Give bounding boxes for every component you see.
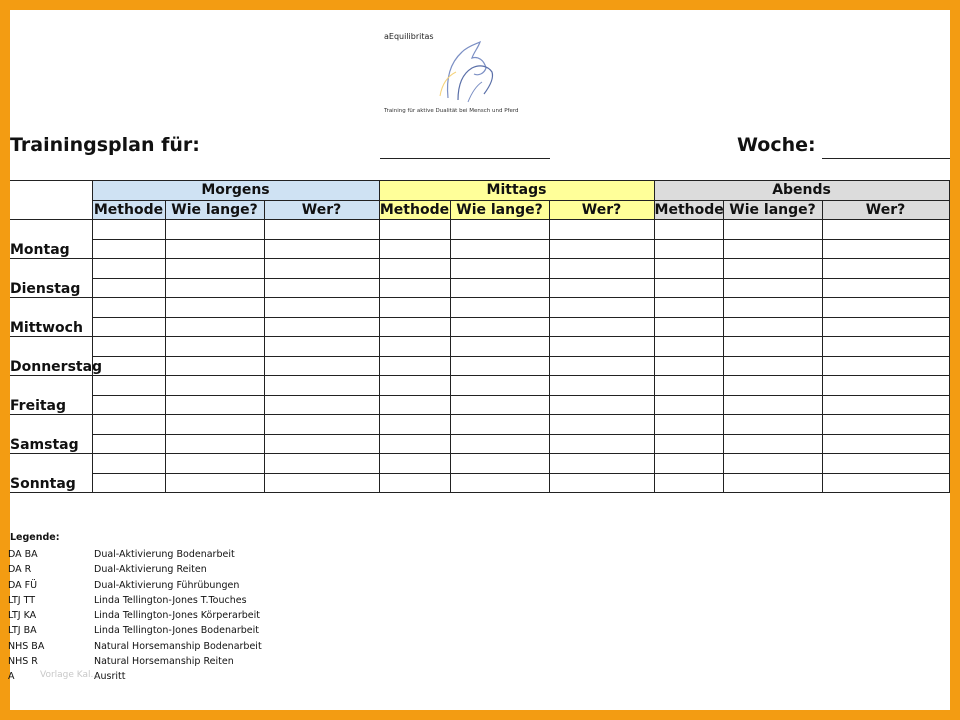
plan-cell[interactable] (723, 356, 822, 376)
day-label-spacer (10, 415, 92, 435)
plan-cell[interactable] (822, 395, 949, 415)
plan-cell[interactable] (379, 220, 450, 240)
plan-cell[interactable] (723, 239, 822, 259)
table-row (10, 220, 949, 240)
day-label-spacer (10, 259, 92, 279)
plan-cell[interactable] (92, 298, 165, 318)
plan-cell[interactable] (822, 317, 949, 337)
page-title: Trainingsplan für: (10, 134, 200, 156)
plan-cell[interactable] (549, 415, 654, 435)
plan-cell[interactable] (379, 454, 450, 474)
plan-cell[interactable] (92, 239, 165, 259)
document-page (10, 10, 950, 710)
table-row (10, 415, 949, 435)
plan-cell[interactable] (549, 454, 654, 474)
plan-cell[interactable] (379, 317, 450, 337)
legend-code: A (8, 671, 15, 683)
plan-cell[interactable] (379, 434, 450, 454)
subheader-wer: Wer? (264, 200, 379, 220)
legend-item (8, 640, 262, 656)
plan-cell[interactable] (165, 259, 264, 279)
plan-cell[interactable] (450, 395, 549, 415)
plan-cell[interactable] (549, 376, 654, 396)
day-label-spacer (10, 337, 92, 357)
corner-cell (10, 181, 92, 201)
plan-cell[interactable] (92, 434, 165, 454)
plan-cell[interactable] (549, 337, 654, 357)
plan-cell[interactable] (654, 278, 723, 298)
plan-cell[interactable] (654, 415, 723, 435)
day-label-spacer (10, 298, 92, 318)
plan-cell[interactable] (654, 434, 723, 454)
plan-cell[interactable] (822, 356, 949, 376)
plan-cell[interactable] (654, 317, 723, 337)
legend-code: LTJ TT (8, 594, 36, 606)
plan-cell[interactable] (723, 298, 822, 318)
watermark: Vorlage Kal... (40, 670, 100, 680)
legend-description: Dual-Aktivierung Reiten (94, 564, 207, 576)
plan-cell[interactable] (723, 434, 822, 454)
table-row (10, 259, 949, 279)
table-row (10, 356, 949, 376)
table-row (10, 337, 949, 357)
plan-cell[interactable] (165, 298, 264, 318)
week-blank-line (822, 158, 950, 159)
plan-cell[interactable] (92, 259, 165, 279)
day-label: Mittwoch (10, 317, 92, 337)
week-label: Woche: (737, 134, 816, 156)
plan-cell[interactable] (723, 220, 822, 240)
plan-cell[interactable] (92, 337, 165, 357)
legend-item (8, 564, 207, 579)
plan-cell[interactable] (654, 473, 723, 493)
plan-cell[interactable] (264, 376, 379, 396)
subheader-methode: Methode (93, 201, 164, 218)
legend-item (8, 549, 235, 564)
legend-code: DA BA (8, 549, 38, 560)
plan-cell[interactable] (264, 473, 379, 493)
plan-cell[interactable] (822, 220, 949, 240)
plan-cell[interactable] (822, 259, 949, 279)
day-label-spacer (10, 454, 92, 474)
subheader-wer: Wer? (822, 200, 949, 220)
subheader-methode: Methode (379, 201, 450, 218)
plan-cell[interactable] (264, 434, 379, 454)
plan-cell[interactable] (549, 298, 654, 318)
day-label: Dienstag (10, 278, 92, 298)
plan-cell[interactable] (654, 395, 723, 415)
day-label: Freitag (10, 395, 92, 415)
plan-cell[interactable] (379, 278, 450, 298)
plan-cell[interactable] (92, 473, 165, 493)
plan-cell[interactable] (450, 434, 549, 454)
plan-cell[interactable] (723, 454, 822, 474)
legend-code: LTJ BA (8, 625, 37, 637)
plan-cell[interactable] (450, 298, 549, 318)
plan-cell[interactable] (549, 395, 654, 415)
plan-cell[interactable] (379, 376, 450, 396)
plan-cell[interactable] (264, 239, 379, 259)
plan-cell[interactable] (450, 473, 549, 493)
plan-cell[interactable] (822, 337, 949, 357)
plan-cell[interactable] (165, 317, 264, 337)
legend-item (8, 610, 261, 625)
corner-cell (10, 200, 92, 220)
plan-cell[interactable] (379, 395, 450, 415)
plan-cell[interactable] (450, 220, 549, 240)
plan-cell[interactable] (264, 356, 379, 376)
day-label: Sonntag (10, 473, 92, 493)
plan-cell[interactable] (549, 278, 654, 298)
plan-cell[interactable] (264, 337, 379, 357)
plan-cell[interactable] (379, 337, 450, 357)
plan-cell[interactable] (822, 298, 949, 318)
plan-cell[interactable] (822, 454, 949, 474)
plan-cell[interactable] (723, 259, 822, 279)
plan-cell[interactable] (654, 356, 723, 376)
plan-cell[interactable] (450, 259, 549, 279)
plan-cell[interactable] (654, 298, 723, 318)
plan-cell[interactable] (654, 220, 723, 240)
legend-description: Natural Horsemanship Bodenarbeit (94, 640, 262, 652)
plan-cell[interactable] (264, 220, 379, 240)
plan-cell[interactable] (723, 337, 822, 357)
legend-description: Dual-Aktivierung Führübungen (94, 579, 240, 591)
plan-cell[interactable] (822, 473, 949, 493)
plan-cell[interactable] (92, 220, 165, 240)
table-row (10, 239, 949, 259)
table-row (10, 434, 949, 454)
training-plan-table (10, 180, 950, 493)
logo (382, 32, 557, 122)
day-label-spacer (10, 220, 92, 240)
plan-cell[interactable] (379, 298, 450, 318)
plan-cell[interactable] (450, 454, 549, 474)
plan-cell[interactable] (723, 278, 822, 298)
plan-cell[interactable] (822, 434, 949, 454)
subheader-wie-lange: Wie lange? (450, 200, 549, 220)
table-row (10, 317, 949, 337)
plan-cell[interactable] (723, 473, 822, 493)
legend-description: Linda Tellington-Jones Bodenarbeit (94, 625, 259, 637)
subheader-wer: Wer? (549, 200, 654, 220)
plan-cell[interactable] (654, 259, 723, 279)
plan-cell[interactable] (549, 317, 654, 337)
day-rows (10, 220, 949, 493)
plan-cell[interactable] (450, 278, 549, 298)
plan-cell[interactable] (165, 376, 264, 396)
plan-cell[interactable] (723, 317, 822, 337)
logo-tagline: Training für aktive Dualität bei Mensch und Pferd (384, 108, 519, 114)
table-row (10, 298, 949, 318)
table-row (10, 376, 949, 396)
plan-cell[interactable] (379, 473, 450, 493)
plan-cell[interactable] (822, 239, 949, 259)
plan-cell[interactable] (822, 415, 949, 435)
day-label: Donnerstag (10, 356, 92, 376)
plan-cell[interactable] (264, 395, 379, 415)
plan-cell[interactable] (92, 454, 165, 474)
plan-cell[interactable] (549, 239, 654, 259)
plan-cell[interactable] (379, 356, 450, 376)
name-blank-line (380, 158, 550, 159)
plan-cell[interactable] (165, 473, 264, 493)
group-header-abends: Abends (654, 181, 949, 201)
group-header-morgens: Morgens (92, 181, 379, 201)
plan-cell[interactable] (450, 337, 549, 357)
plan-cell[interactable] (654, 454, 723, 474)
legend-description: Linda Tellington-Jones T.Touches (94, 594, 247, 606)
plan-cell[interactable] (654, 239, 723, 259)
table-row (10, 473, 949, 493)
plan-cell[interactable] (723, 415, 822, 435)
day-label-spacer (10, 376, 92, 396)
plan-cell[interactable] (450, 239, 549, 259)
legend-code: NHS BA (8, 640, 45, 652)
plan-cell[interactable] (165, 434, 264, 454)
plan-cell[interactable] (723, 395, 822, 415)
day-label: Samstag (10, 434, 92, 454)
legend-item (8, 579, 240, 595)
plan-cell[interactable] (165, 278, 264, 298)
plan-cell[interactable] (549, 434, 654, 454)
legend-description: Ausritt (94, 671, 126, 683)
plan-cell[interactable] (379, 259, 450, 279)
plan-cell[interactable] (165, 415, 264, 435)
plan-cell[interactable] (92, 317, 165, 337)
plan-cell[interactable] (822, 278, 949, 298)
horse-logo-icon (428, 38, 508, 104)
subheader-methode: Methode (654, 201, 724, 218)
table-row (10, 395, 949, 415)
plan-cell[interactable] (92, 376, 165, 396)
plan-cell[interactable] (264, 259, 379, 279)
plan-cell[interactable] (92, 278, 165, 298)
plan-cell[interactable] (654, 376, 723, 396)
logo-brand: aEquilibritas (384, 32, 434, 41)
plan-cell[interactable] (822, 376, 949, 396)
plan-cell[interactable] (264, 278, 379, 298)
plan-cell[interactable] (450, 415, 549, 435)
plan-cell[interactable] (549, 473, 654, 493)
legend-heading: Legende: (10, 532, 60, 543)
plan-cell[interactable] (165, 337, 264, 357)
legend-item (8, 625, 259, 640)
legend-code: DA FÜ (8, 579, 38, 591)
legend-description: Natural Horsemanship Reiten (94, 656, 234, 668)
plan-cell[interactable] (92, 415, 165, 435)
subheader-wie-lange: Wie lange? (723, 200, 822, 220)
plan-cell[interactable] (165, 454, 264, 474)
plan-cell[interactable] (165, 356, 264, 376)
table-row (10, 278, 949, 298)
plan-cell[interactable] (264, 298, 379, 318)
plan-cell[interactable] (264, 317, 379, 337)
legend-code: DA R (8, 564, 32, 576)
plan-cell[interactable] (654, 337, 723, 357)
plan-cell[interactable] (92, 395, 165, 415)
plan-cell[interactable] (379, 415, 450, 435)
plan-cell[interactable] (450, 376, 549, 396)
plan-cell[interactable] (450, 317, 549, 337)
table-row (10, 454, 949, 474)
plan-cell[interactable] (264, 415, 379, 435)
plan-cell[interactable] (450, 356, 549, 376)
plan-cell[interactable] (165, 239, 264, 259)
plan-cell[interactable] (549, 220, 654, 240)
legend-description: Dual-Aktivierung Bodenarbeit (94, 549, 235, 560)
plan-cell[interactable] (165, 220, 264, 240)
legend-code: LTJ KA (8, 610, 37, 622)
subheader-wie-lange: Wie lange? (165, 200, 264, 220)
plan-cell[interactable] (264, 454, 379, 474)
legend-item (8, 594, 247, 610)
plan-cell[interactable] (379, 239, 450, 259)
plan-cell[interactable] (723, 376, 822, 396)
group-header-mittags: Mittags (379, 181, 654, 201)
day-label: Montag (10, 239, 92, 259)
plan-cell[interactable] (165, 395, 264, 415)
legend-code: NHS R (8, 656, 38, 668)
legend-description: Linda Tellington-Jones Körperarbeit (94, 610, 261, 622)
plan-cell[interactable] (92, 356, 165, 376)
plan-cell[interactable] (549, 356, 654, 376)
plan-cell[interactable] (549, 259, 654, 279)
